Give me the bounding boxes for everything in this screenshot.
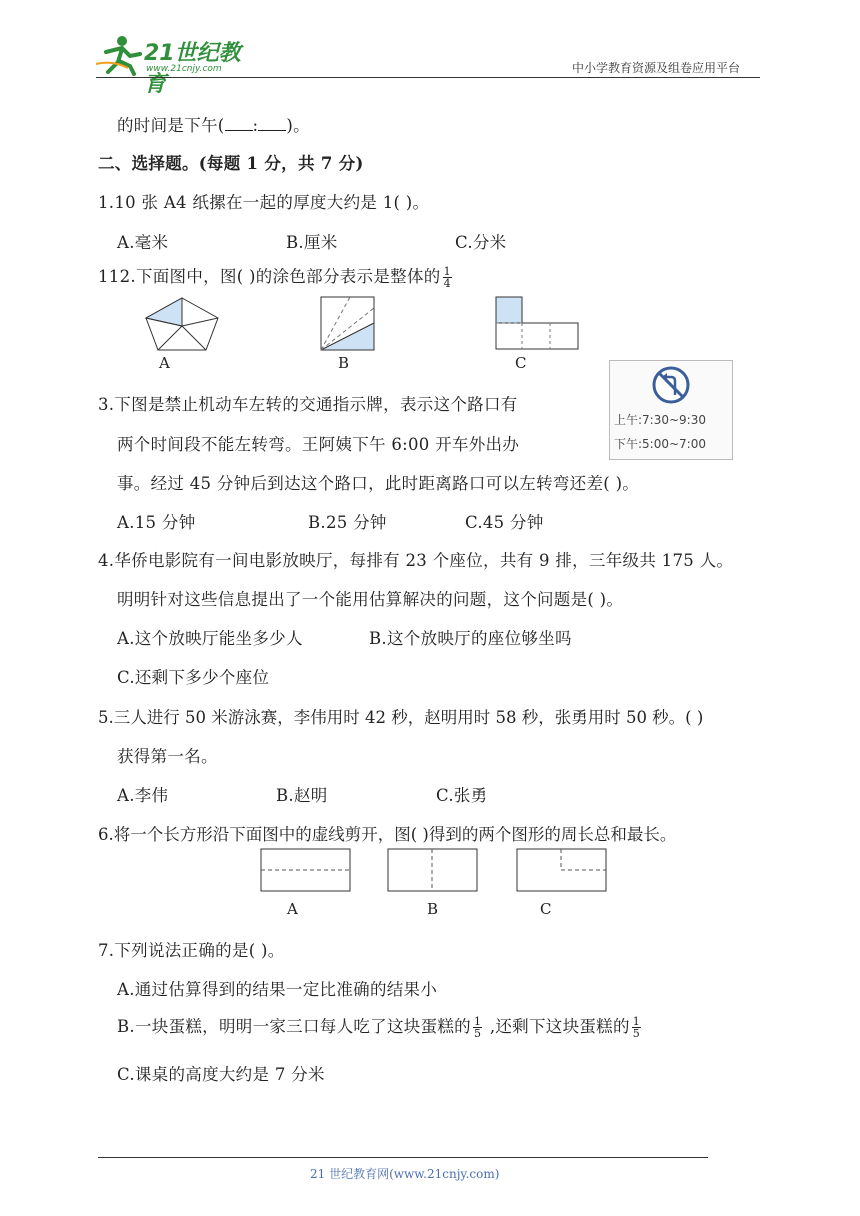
- q5-stem-line2: 获得第一名。: [117, 747, 218, 766]
- section-title: 二、选择题。(每题 1 分，共 7 分): [98, 154, 364, 173]
- q5-option-a[interactable]: A.李伟: [117, 786, 169, 805]
- q3-stem-line1: 3.下图是禁止机动车左转的交通指示牌，表示这个路口有: [98, 395, 518, 414]
- q7-option-b[interactable]: B.一块蛋糕，明明一家三口每人吃了这块蛋糕的 $\frac{1}{5}$ ,还剩下这块蛋糕的 $\frac{1}{5}$: [117, 1015, 641, 1040]
- q4-stem-line2: 明明针对这些信息提出了一个能用估算解决的问题，这个问题是( )。: [117, 590, 624, 609]
- q3-option-b[interactable]: B.25 分钟: [308, 513, 387, 532]
- q2-figure-a-pentagon: [144, 296, 222, 352]
- q2-label-b: B: [338, 354, 350, 372]
- footer-rule: [98, 1157, 708, 1158]
- q2-figure-c-net: [495, 296, 581, 352]
- header-rule: [96, 77, 760, 78]
- q1-option-c[interactable]: C.分米: [455, 233, 507, 252]
- q2-label-c: C: [515, 354, 527, 372]
- q6-figure-b: [387, 848, 479, 894]
- traffic-sign: [609, 360, 733, 460]
- q2-figure-b-square: [320, 296, 376, 352]
- fraction-one-fifth: $\frac{1}{5}$: [473, 1015, 482, 1040]
- q6-label-a: A: [287, 900, 298, 918]
- q6-figure-c: [516, 848, 608, 894]
- q4-option-b[interactable]: B.这个放映厅的座位够坐吗: [369, 629, 572, 648]
- sign-pm-text: 下午:5:00~7:00: [614, 437, 706, 451]
- q1-option-a[interactable]: A.毫米: [117, 233, 169, 252]
- logo-url: www.21cnjy.com: [146, 64, 222, 74]
- q3-option-c[interactable]: C.45 分钟: [465, 513, 544, 532]
- q6-stem: 6.将一个长方形沿下面图中的虚线剪开，图( )得到的两个图形的周长总和最长。: [98, 825, 677, 844]
- logo-text: 21世纪教育: [144, 41, 241, 97]
- q6-label-b: B: [427, 900, 439, 918]
- q4-option-c[interactable]: C.还剩下多少个座位: [117, 668, 270, 687]
- q7-option-c[interactable]: C.课桌的高度大约是 7 分米: [117, 1065, 325, 1084]
- logo: [92, 34, 262, 97]
- q6-label-c: C: [540, 900, 552, 918]
- q7-stem: 7.下列说法正确的是( )。: [98, 941, 285, 960]
- q2-label-a: A: [159, 354, 170, 372]
- fraction-one-fifth: $\frac{1}{5}$: [632, 1015, 641, 1040]
- prev-question-tail: 的时间是下午( : )。: [117, 116, 310, 135]
- sign-am-text: 上午:7:30~9:30: [614, 413, 706, 427]
- q4-option-a[interactable]: A.这个放映厅能坐多少人: [117, 629, 303, 648]
- q7-option-a[interactable]: A.通过估算得到的结果一定比准确的结果小: [117, 980, 438, 999]
- q5-option-b[interactable]: B.赵明: [276, 786, 328, 805]
- runner-icon: [92, 34, 148, 76]
- q2-stem: 112.下面图中，图( )的涂色部分表示是整体的 $\frac{1}{4}$: [98, 265, 451, 290]
- q1-stem: 1.10 张 A4 纸摞在一起的厚度大约是 1( )。: [98, 193, 430, 212]
- q5-option-c[interactable]: C.张勇: [436, 786, 488, 805]
- q3-stem-line3: 事。经过 45 分钟后到达这个路口，此时距离路口可以左转弯还差( )。: [117, 474, 640, 493]
- q1-option-b[interactable]: B.厘米: [286, 233, 338, 252]
- q3-stem-line2: 两个时间段不能左转弯。王阿姨下午 6:00 开车外出办: [117, 435, 520, 454]
- q3-option-a[interactable]: A.15 分钟: [117, 513, 196, 532]
- q6-figure-a: [260, 848, 352, 894]
- platform-name: 中小学教育资源及组卷应用平台: [572, 61, 741, 75]
- no-left-turn-icon: [651, 365, 691, 405]
- fraction-one-quarter: $\frac{1}{4}$: [443, 265, 451, 290]
- footer-text: 21 世纪教育网(www.21cnjy.com): [310, 1167, 500, 1181]
- q5-stem-line1: 5.三人进行 50 米游泳赛，李伟用时 42 秒，赵明用时 58 秒，张勇用时 50 秒。( ): [98, 708, 704, 727]
- q4-stem-line1: 4.华侨电影院有一间电影放映厅，每排有 23 个座位，共有 9 排，三年级共 175 人。: [98, 551, 734, 570]
